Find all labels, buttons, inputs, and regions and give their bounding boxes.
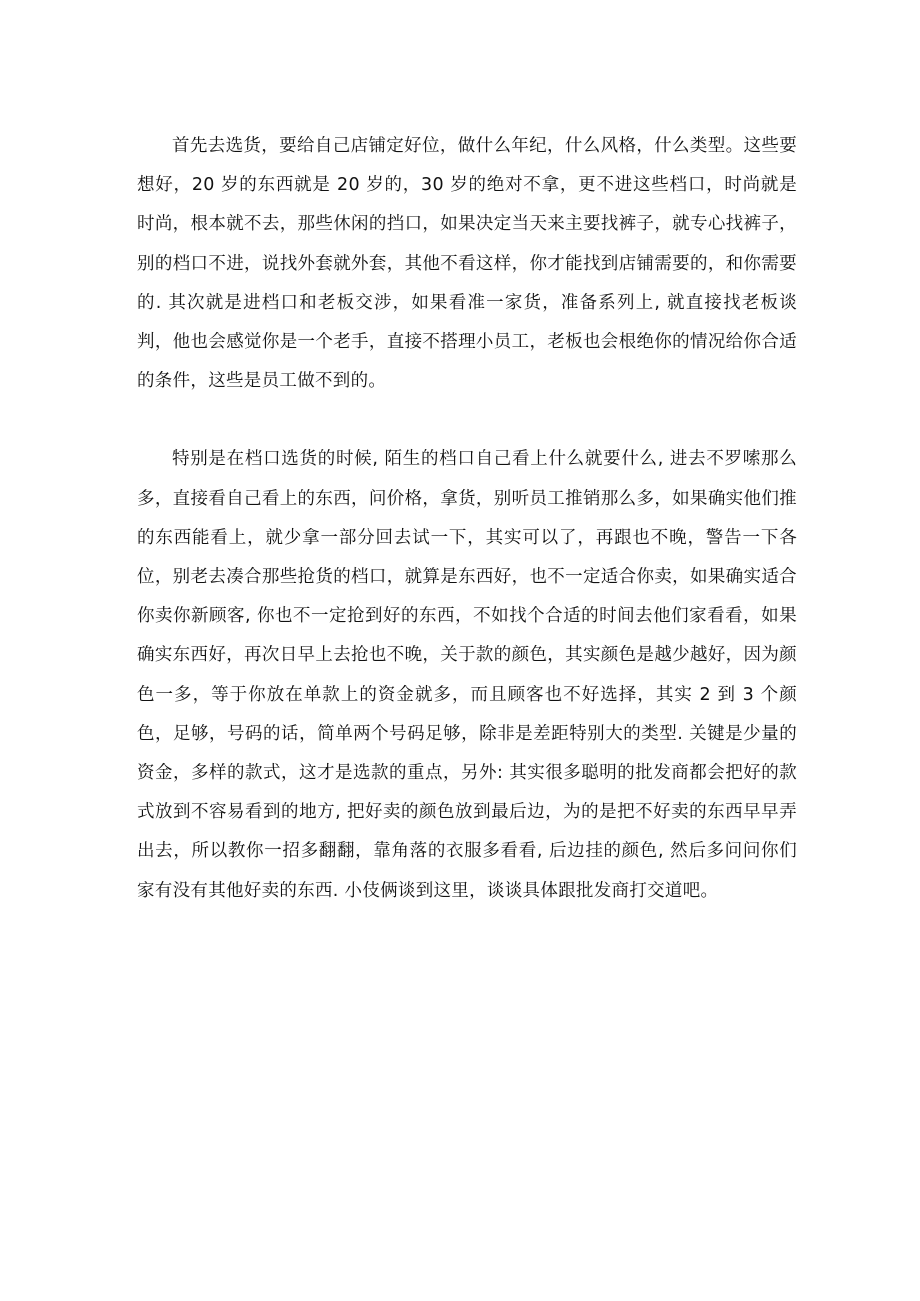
paragraph-2: 特别是在档口选货的时候, 陌生的档口自己看上什么就要什么, 进去不罗嗦那么多，直接看自己看上的东西，问价格，拿货，别听员工推销那么多，如果确实他们推的东西能看上，就少拿一部分回去试一下，其实可以了，再跟也不晚，警告一下各位，别老去凑合那些抢货的档口，就算是东西好，也不一定适合你卖，如果确实适合你卖你新顾客, 你也不一定抢到好的东西，不如找个合适的时间去他们家看看，如果确实东西好，再次日早上去抢也不晚，关于款的颜色，其实颜色是越少越好，因为颜色一多，等于你放在单款上的资金就多，而且顾客也不好选择，其实 2 到 3 个颜色，足够，号码的话，简单两个号码足够，除非是差距特别大的类型. 关键是少量的资金，多样的款式，这才是选款的重点，另外: 其实很多聪明的批发商都会把好的款式放到不容易看到的地方, 把好卖的颜色放到最后边，为的是把不好卖的东西早早弄出去，所以教你一招多翻翻，靠角落的衣服多看看, 后边挂的颜色, 然后多问问你们家有没有其他好卖的东西. 小伎俩谈到这里，谈谈具体跟批发商打交道吧。 xyxy=(137,449,797,901)
paragraph-1: 首先去选货，要给自己店铺定好位，做什么年纪，什么风格，什么类型。这些要想好，20 岁的东西就是 20 岁的，30 岁的绝对不拿，更不进这些档口，时尚就是时尚，根本就不去，那些休闲的挡口，如果决定当天来主要找裤子，就专心找裤子，别的档口不进，说找外套就外套，其他不看这样，你才能找到店铺需要的，和你需要的. 其次就是进档口和老板交涉，如果看准一家货，准备系列上, 就直接找老板谈判，他也会感觉你是一个老手，直接不搭理小员工，老板也会根绝你的情况给你合适的条件，这些是员工做不到的。 xyxy=(137,136,797,392)
document-body xyxy=(137,127,797,911)
